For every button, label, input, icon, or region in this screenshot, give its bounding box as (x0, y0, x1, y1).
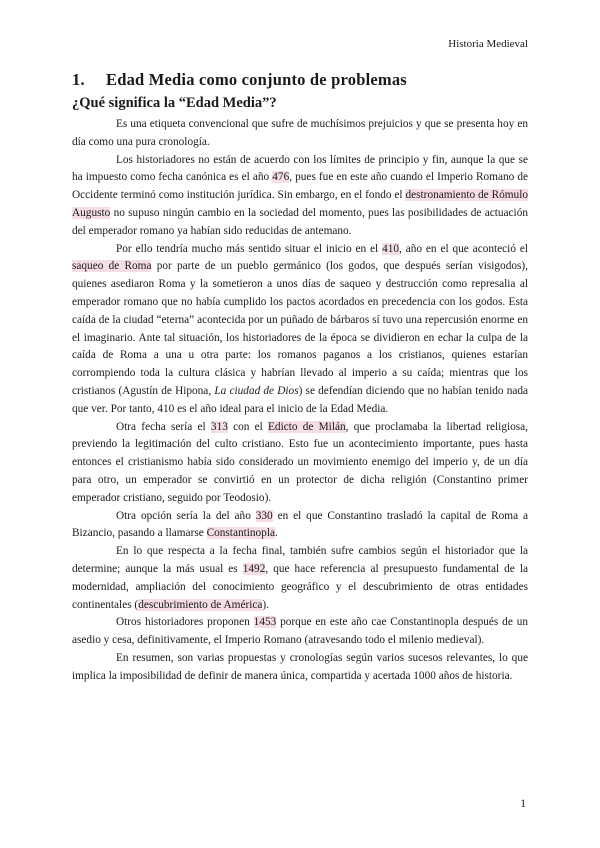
text: , pues fue en este año cuando el Imperio Romano de Occidente terminó como institución jurídica. Sin embargo, en el fondo el (72, 171, 528, 202)
highlight-constantinopla: Constantinopla (206, 527, 275, 540)
paragraph-1 (72, 116, 528, 152)
document-body (72, 70, 528, 686)
paragraph-3 (72, 241, 528, 419)
highlight-date-476: 476 (272, 171, 290, 184)
text: Por ello tendría mucho más sentido situar el inicio en el (116, 242, 383, 255)
highlight-date-410: 410 (382, 242, 400, 255)
section-title: Edad Media como conjunto de problemas (106, 70, 407, 89)
text: Los historiadores no están de acuerdo con los límites de principio y fin, aunque la que se ha impuesto como fecha canónica es el año (72, 153, 528, 184)
text: porque en este año cae Constantinopla después de un asedio y cesa, definitivamente, el Imperio Romano (atravesando todo el milenio medieval). (72, 616, 528, 647)
highlight-saqueo-de-roma: saqueo de Roma (72, 260, 152, 273)
text: , año en el que aconteció el (399, 242, 528, 255)
text: en el que Constantino trasladó la capital de Roma a Bizancio, pasando a llamarse (72, 509, 529, 540)
section-number: 1. (72, 70, 85, 89)
highlight-date-1492: 1492 (242, 562, 266, 575)
text: no supuso ningún cambio en la sociedad del momento, pues las posibilidades de actuación del emperador romano ya habían sido reducidas de antemano. (72, 206, 528, 237)
text: ) se defendían diciendo que no habían tenido nada que ver. Por tanto, 410 es el año ideal para el inicio de la Edad Media. (72, 384, 529, 415)
highlight-date-313: 313 (210, 420, 228, 433)
paragraph-5 (72, 508, 528, 544)
text: En resumen, son varias propuestas y cronologías según varios sucesos relevantes, lo que implica la imposibilidad de definir de manera única, compartida y acertada 1000 años de historia. (72, 651, 528, 682)
page-number: 1 (520, 798, 526, 810)
text: Otra opción sería la del año (116, 509, 256, 522)
paragraph-4 (72, 419, 528, 508)
running-header: Historia Medieval (448, 38, 528, 50)
text: Otros historiadores proponen (116, 616, 254, 629)
highlight-date-1453: 1453 (253, 616, 277, 629)
highlight-descubrimiento-america: descubrimiento de América (138, 598, 263, 611)
highlight-edicto-de-milan: Edicto de Milán (268, 420, 346, 433)
text: , que hace referencia al presupuesto fundamental de la modernidad, ampliación del conocimiento geográfico y el descubrimiento de otras entidades continentales ( (72, 562, 528, 611)
text: Es una etiqueta convencional que sufre de muchísimos prejuicios y que se presenta hoy en día como una pura cronología. (72, 118, 528, 148)
text: . (274, 527, 278, 540)
section-heading (72, 70, 528, 90)
text: , que proclamaba la libertad religiosa, previendo la legitimación del culto cristiano. Esto fue un acontecimiento importante, pues hasta entonces el cristianismo había sido considerado un movimiento enemigo del imperio y, de un día para otro, un emperador se convirtió en un protector de dicha religión (Constantino primer emperador cristiano, seguido por Teodosio). (72, 420, 528, 504)
text: Otra fecha sería el (116, 420, 211, 433)
highlight-romulo-augusto: destronamiento de Rómulo Augusto (72, 189, 528, 219)
text: En lo que respecta a la fecha final, también sufre cambios según el historiador que la determine; aunque la más usual es (72, 545, 528, 575)
highlight-date-330: 330 (255, 509, 273, 522)
subsection-heading: ¿Qué significa la “Edad Media”? (72, 95, 277, 111)
paragraph-7 (72, 614, 528, 650)
paragraph-8 (72, 650, 528, 686)
italic-book-title: La ciudad de Dios (214, 384, 299, 397)
text: ). (262, 598, 270, 611)
paragraph-2 (72, 152, 528, 241)
text: por parte de un pueblo germánico (los godos, que después serían visigodos), quienes asediaron Roma y la sometieron a unos días de saqueo y destrucción como represalia al emperador romano que no había cumplido los pactos acordados en precedencia con los godos. Esta caída de la ciudad “eterna” acontecida por un puñado de bárbaros sí tuvo una repercusión enorme en el imaginario. Ante tal situación, los historiadores de la época se dividieron en echar la culpa de la caída de Roma a una u otra parte: los romanos paganos a los cristianos, quienes estarían corrompiendo toda la cultura clásica y habrían llevado al imperio a su caída; mientras que los cristianos (Agustín de Hipona, (72, 260, 528, 397)
paragraph-6 (72, 543, 528, 614)
text: con el (227, 420, 269, 433)
